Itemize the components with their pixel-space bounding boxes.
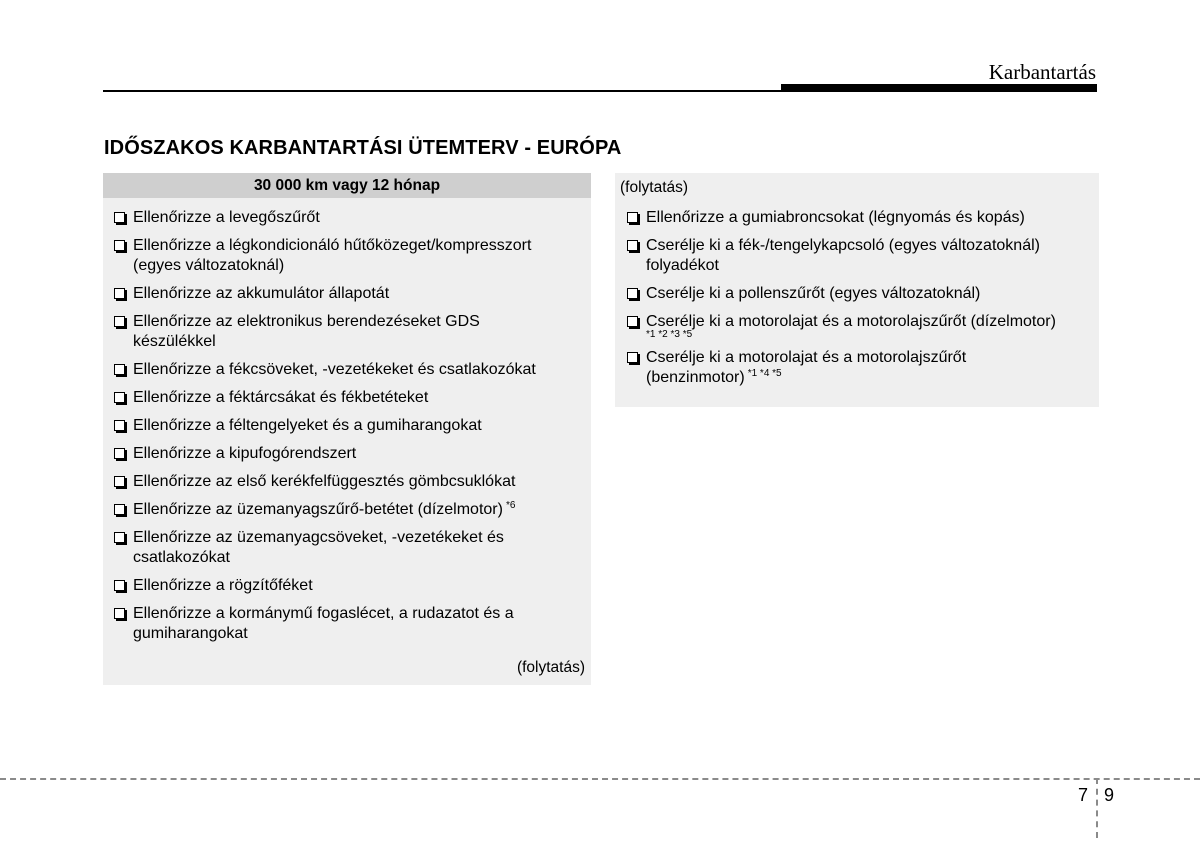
checklist-item-text: Ellenőrizze a kormánymű fogaslécet, a rudazatot és a xyxy=(133,605,514,622)
checklist-item-text: Cserélje ki a motorolajat és a motorolajszűrőt xyxy=(646,349,967,366)
checklist-item xyxy=(113,208,581,228)
checkbox-icon xyxy=(114,212,125,223)
checkbox-icon xyxy=(114,476,125,487)
checklist-item-text: Ellenőrizze a levegőszűrőt xyxy=(133,209,320,226)
checklist-item-text: Ellenőrizze az akkumulátor állapotát xyxy=(133,285,390,302)
checklist-item-text: Ellenőrizze a fékcsöveket, -vezetékeket és csatlakozókat xyxy=(133,361,536,378)
checklist-left xyxy=(103,198,591,644)
checklist-item xyxy=(113,472,581,492)
checklist-item-text: Ellenőrizze a féltengelyeket és a gumiharangokat xyxy=(133,417,482,434)
checklist-item xyxy=(113,236,581,276)
checkbox-icon xyxy=(114,316,125,327)
checklist-item-text: Ellenőrizze az elektronikus berendezéseket GDS xyxy=(133,313,480,330)
checklist-item xyxy=(113,576,581,596)
checkbox-icon xyxy=(114,580,125,591)
continued-label: (folytatás) xyxy=(620,179,689,196)
checkbox-icon xyxy=(114,364,125,375)
checklist-item-text: Ellenőrizze a légkondicionáló hűtőközeget/kompresszort xyxy=(133,237,532,254)
page-number: 9 xyxy=(1104,785,1115,805)
checklist-item-text-cont: (egyes változatoknál) xyxy=(133,257,285,274)
page-title: IDŐSZAKOS KARBANTARTÁSI ÜTEMTERV - EURÓPA xyxy=(104,137,622,159)
checklist-item xyxy=(113,360,581,380)
checkbox-icon xyxy=(627,316,638,327)
checklist-item xyxy=(113,284,581,304)
footnote-ref: *6 xyxy=(505,499,516,511)
checklist-item-text-cont: gumiharangokat xyxy=(133,625,248,642)
header-rule-accent xyxy=(781,84,1097,92)
checklist-item-text-cont: (benzinmotor) xyxy=(646,369,745,386)
checkbox-icon xyxy=(627,212,638,223)
checklist-item xyxy=(626,312,1091,340)
chapter-number: 7 xyxy=(1078,785,1089,805)
page-number-divider xyxy=(1096,778,1098,838)
checkbox-icon xyxy=(114,608,125,619)
checklist-item-text: Ellenőrizze a kipufogórendszert xyxy=(133,445,357,462)
checklist-item xyxy=(113,500,581,520)
footer-divider xyxy=(0,778,1200,780)
checklist-item xyxy=(626,236,1091,276)
interval-heading: 30 000 km vagy 12 hónap xyxy=(103,173,591,198)
checkbox-icon xyxy=(114,532,125,543)
checklist-item-text: Cserélje ki a pollenszűrőt (egyes változatoknál) xyxy=(646,285,981,302)
section-header: Karbantartás xyxy=(988,60,1096,84)
checklist-item-text: Ellenőrizze az üzemanyagcsöveket, -vezetékeket és xyxy=(133,529,504,546)
maintenance-panel-left xyxy=(103,173,591,685)
checklist-item xyxy=(626,208,1091,228)
checklist-item-text: Cserélje ki a fék-/tengelykapcsoló (egyes változatoknál) xyxy=(646,237,1040,254)
checkbox-icon xyxy=(627,352,638,363)
checklist-item-text: Ellenőrizze a gumiabroncsokat (légnyomás és kopás) xyxy=(646,209,1025,226)
footnote-ref: *1 *2 *3 *5 xyxy=(646,329,693,340)
checkbox-icon xyxy=(627,240,638,251)
maintenance-panel-right xyxy=(615,173,1099,407)
checklist-item-text: Cserélje ki a motorolajat és a motorolajszűrőt (dízelmotor) xyxy=(646,313,1056,330)
checklist-item xyxy=(113,528,581,568)
checkbox-icon xyxy=(114,420,125,431)
checklist-item xyxy=(113,312,581,352)
checklist-item-text-cont: készülékkel xyxy=(133,333,216,350)
checkbox-icon xyxy=(114,504,125,515)
checklist-item xyxy=(113,604,581,644)
footnote-ref: *1 *4 *5 xyxy=(747,367,782,379)
continued-label: (folytatás) xyxy=(516,659,585,676)
checklist-item-text: Ellenőrizze a féktárcsákat és fékbetéteket xyxy=(133,389,429,406)
checkbox-icon xyxy=(114,240,125,251)
checklist-item xyxy=(113,388,581,408)
checklist-item-text-cont: folyadékot xyxy=(646,257,719,274)
checklist-item xyxy=(626,284,1091,304)
checkbox-icon xyxy=(114,392,125,403)
checklist-right xyxy=(615,197,1099,388)
checklist-item-text: Ellenőrizze a rögzítőféket xyxy=(133,577,313,594)
checkbox-icon xyxy=(114,448,125,459)
checklist-item-text-cont: csatlakozókat xyxy=(133,549,230,566)
checkbox-icon xyxy=(627,288,638,299)
checklist-item-text: Ellenőrizze az üzemanyagszűrő-betétet (dízelmotor) xyxy=(133,501,503,518)
checkbox-icon xyxy=(114,288,125,299)
checklist-item xyxy=(113,444,581,464)
checklist-item xyxy=(113,416,581,436)
checklist-item xyxy=(626,348,1091,388)
checklist-item-text: Ellenőrizze az első kerékfelfüggesztés gömbcsuklókat xyxy=(133,473,516,490)
